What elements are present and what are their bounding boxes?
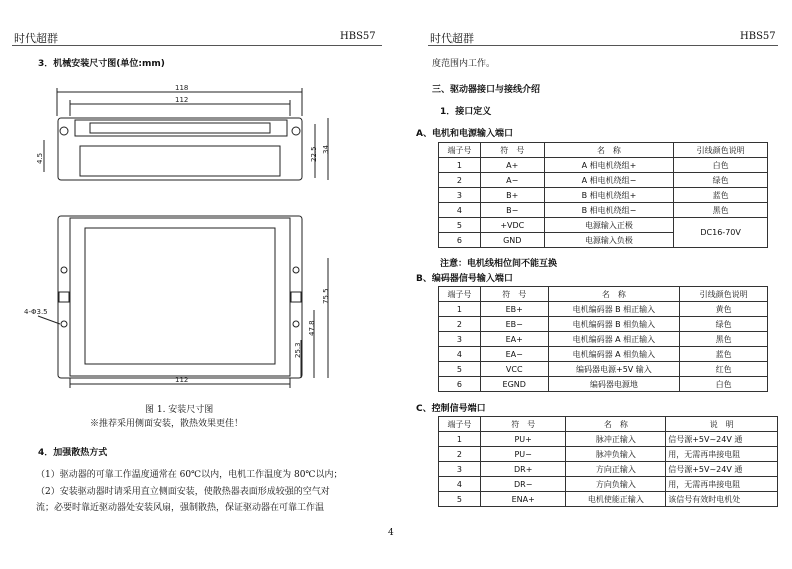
tableB-h1: 符 号 (480, 287, 548, 302)
cell: A− (480, 173, 544, 188)
table-row (439, 173, 768, 188)
dim-34-label: 34 (322, 145, 330, 154)
screw-right (291, 292, 301, 302)
tableB (438, 286, 768, 392)
cell: 2 (439, 447, 481, 462)
cell: 电机编码器 B 相正输入 (548, 302, 680, 317)
para-2: （2）安装驱动器时请采用直立侧面安装，使散热器表面形成较强的空气对 (36, 487, 330, 497)
tableC-h3: 说 明 (666, 417, 778, 432)
cell: 红色 (680, 362, 768, 377)
side-view-body (58, 118, 302, 180)
tableC (438, 416, 778, 507)
screw-left (59, 292, 69, 302)
cell: A+ (480, 158, 544, 173)
power-range-cell: DC16-70V (674, 218, 768, 248)
cell: 蓝色 (674, 188, 768, 203)
tableC-h2: 名 称 (566, 417, 666, 432)
dim-4-5-label: 4.5 (36, 152, 44, 164)
hole-bottom-left (61, 321, 67, 327)
cell: +VDC (480, 218, 544, 233)
cell: 电机编码器 B 相负输入 (548, 317, 680, 332)
cell: 电机编码器 A 相负输入 (548, 347, 680, 362)
dim-25-3-label: 25.3 (294, 342, 302, 358)
cell: 6 (439, 377, 481, 392)
tableA-h1: 符 号 (480, 143, 544, 158)
table-row (439, 362, 768, 377)
hole-label: 4-Φ3.5 (24, 308, 48, 316)
tableC-h0: 端子号 (439, 417, 481, 432)
cell: 信号源+5V~24V 通 (666, 462, 778, 477)
cell: 3 (439, 462, 481, 477)
cell: 6 (439, 233, 481, 248)
tableB-title: B、编码器信号输入端口 (416, 274, 513, 284)
tableB-h0: 端子号 (439, 287, 481, 302)
interface-def-title: 1．接口定义 (440, 107, 492, 117)
tableC-h1: 符 号 (480, 417, 566, 432)
cell: A 相电机绕组− (544, 173, 674, 188)
side-view-flange (75, 120, 287, 136)
cell: A 相电机绕组+ (544, 158, 674, 173)
table-row (439, 447, 778, 462)
cell: 脉冲负输入 (566, 447, 666, 462)
para-1: （1）驱动器的可靠工作温度通常在 60℃以内，电机工作温度为 80℃以内； (36, 470, 343, 480)
section4-title: 4．加强散热方式 (38, 448, 108, 458)
cell: B 相电机绕组+ (544, 188, 674, 203)
front-view-body (58, 216, 302, 378)
cell: B− (480, 203, 544, 218)
cell: 脉冲正输入 (566, 432, 666, 447)
cell: EA− (480, 347, 548, 362)
mounting-drawing (24, 78, 360, 398)
cell: ENA+ (480, 492, 566, 507)
cell: 电源输入负极 (544, 233, 674, 248)
cell: GND (480, 233, 544, 248)
cell: 3 (439, 188, 481, 203)
cell: 白色 (674, 158, 768, 173)
para-3: 流；必要时靠近驱动器处安装风扇，强制散热，保证驱动器在可靠工作温 (36, 503, 325, 513)
cell: EGND (480, 377, 548, 392)
tableA-note: 注意：电机线相位间不能互换 (440, 259, 558, 269)
table-row (439, 188, 768, 203)
cell: 4 (439, 203, 481, 218)
continued-text: 度范围内工作。 (432, 59, 496, 69)
figure-note: ※推荐采用侧面安装，散热效果更佳！ (90, 419, 244, 429)
cell: PU− (480, 447, 566, 462)
figure-caption: 图 1. 安装尺寸图 (145, 405, 214, 415)
table-row (439, 158, 768, 173)
dim-112-bottom-label: 112 (175, 376, 189, 384)
cell: EB+ (480, 302, 548, 317)
tableA-h2: 名 称 (544, 143, 674, 158)
table-row (439, 377, 768, 392)
cell: 2 (439, 173, 481, 188)
table-row (439, 317, 768, 332)
cell: EB− (480, 317, 548, 332)
dim-22-5-label: 22.5 (310, 146, 318, 162)
cell: 电机使能正输入 (566, 492, 666, 507)
tableA (438, 142, 768, 248)
cell: 1 (439, 158, 481, 173)
hole-leader (38, 316, 60, 324)
tableA-h3: 引线颜色说明 (674, 143, 768, 158)
tableA-h0: 端子号 (439, 143, 481, 158)
hole-top-left (61, 267, 67, 273)
cell: EA+ (480, 332, 548, 347)
tableB-h3: 引线颜色说明 (680, 287, 768, 302)
header-left-brand: 时代超群 (14, 32, 58, 45)
right-section-title: 三、驱动器接口与接线介绍 (432, 85, 541, 95)
cell: 信号源+5V~24V 通 (666, 432, 778, 447)
cell: 2 (439, 317, 481, 332)
cell: DR− (480, 477, 566, 492)
cell: 用，无需再串接电阻 (666, 477, 778, 492)
cell: 方向正输入 (566, 462, 666, 477)
table-row (439, 203, 768, 218)
front-view-inner (70, 218, 290, 376)
cell: 编码器电源+5V 输入 (548, 362, 680, 377)
cell: PU+ (480, 432, 566, 447)
cell: 黑色 (680, 332, 768, 347)
tableB-header-row (439, 287, 768, 302)
cell: DR+ (480, 462, 566, 477)
cell: B+ (480, 188, 544, 203)
tableA-header-row (439, 143, 768, 158)
cell: 绿色 (680, 317, 768, 332)
hole-bottom-right (293, 321, 299, 327)
table-row (439, 218, 768, 233)
tableC-title: C、控制信号端口 (416, 404, 486, 414)
cell: 4 (439, 347, 481, 362)
cell: 白色 (680, 377, 768, 392)
table-row (439, 347, 768, 362)
header-left-rule (12, 45, 382, 46)
cell: 编码器电源地 (548, 377, 680, 392)
tableA-title: A、电机和电源输入端口 (416, 129, 513, 139)
cell: 该信号有效时电机处 (666, 492, 778, 507)
cell: 3 (439, 332, 481, 347)
cell: 蓝色 (680, 347, 768, 362)
section3-title: 3．机械安装尺寸图(单位:mm) (38, 59, 165, 69)
cell: 方向负输入 (566, 477, 666, 492)
table-row (439, 332, 768, 347)
cell: 电机编码器 A 相正输入 (548, 332, 680, 347)
cell: B 相电机绕组− (544, 203, 674, 218)
tableC-header-row (439, 417, 778, 432)
dim-118-label: 118 (175, 84, 189, 92)
table-row (439, 492, 778, 507)
header-right-model: HBS57 (740, 31, 776, 42)
cell: 5 (439, 218, 481, 233)
cell: 5 (439, 362, 481, 377)
table-row (439, 302, 768, 317)
side-view-window (90, 123, 270, 133)
cell: 绿色 (674, 173, 768, 188)
table-row (439, 462, 778, 477)
header-left-model: HBS57 (340, 31, 376, 42)
side-view-heatsink (80, 146, 280, 176)
header-right-brand: 时代超群 (430, 32, 474, 45)
dim-47-8-label: 47.8 (308, 320, 316, 336)
header-right-rule (428, 45, 778, 46)
cell: 黑色 (674, 203, 768, 218)
dim-75-5-label: 75.5 (322, 288, 330, 304)
cell: 1 (439, 302, 481, 317)
cell: 用，无需再串接电阻 (666, 447, 778, 462)
cell: VCC (480, 362, 548, 377)
page-number: 4 (388, 528, 394, 538)
dim-112-top-label: 112 (175, 96, 189, 104)
cell: 4 (439, 477, 481, 492)
cell: 电源输入正极 (544, 218, 674, 233)
tableB-h2: 名 称 (548, 287, 680, 302)
cell: 1 (439, 432, 481, 447)
cell: 5 (439, 492, 481, 507)
table-row (439, 477, 778, 492)
front-view-heatsink (85, 228, 275, 364)
hole-top-right (293, 267, 299, 273)
table-row (439, 432, 778, 447)
cell: 黄色 (680, 302, 768, 317)
